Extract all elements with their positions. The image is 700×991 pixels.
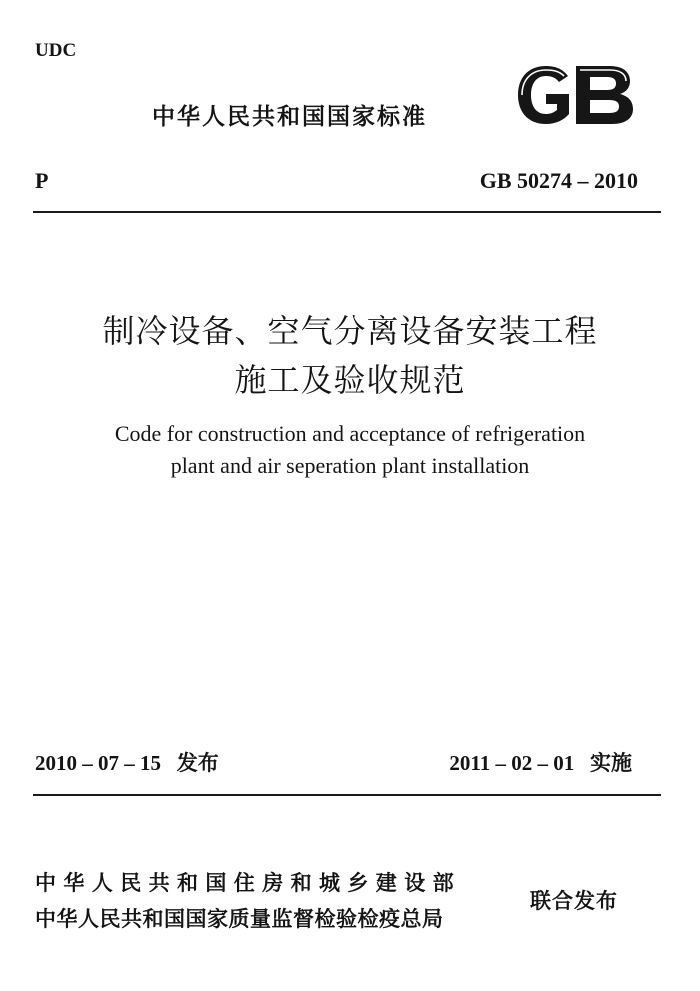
title-en-line-2: plant and air seperation plant installation (170, 453, 530, 478)
standard-category: P (35, 168, 49, 193)
issue-date-block (35, 747, 219, 777)
title-zh-line-1: 制冷设备、空气分离设备安装工程 (102, 312, 598, 350)
footer-divider (33, 794, 661, 796)
issue-label: 发布 (176, 751, 219, 775)
standard-number: GB 50274 – 2010 (479, 168, 638, 193)
implement-date: 2011 – 02 – 01 (449, 751, 575, 775)
national-standard-title: 中华人民共和国国家标准 (152, 104, 427, 130)
issuer-aqsiq: 中华人民共和国国家质量监督检验检疫总局 (35, 907, 444, 931)
title-zh-line-2: 施工及验收规范 (234, 361, 466, 399)
title-en-line-1: Code for construction and acceptance of refrigeration (114, 421, 586, 446)
gb-logo (512, 62, 638, 128)
udc-label: UDC (35, 40, 77, 61)
issuer-ministry-housing: 中华人民共和国住房和城乡建设部 (35, 871, 461, 895)
joint-issue-label: 联合发布 (530, 889, 618, 913)
implement-date-block (449, 747, 632, 777)
implement-label: 实施 (590, 751, 632, 775)
issue-date: 2010 – 07 – 15 (35, 751, 161, 775)
header-divider (33, 211, 661, 213)
